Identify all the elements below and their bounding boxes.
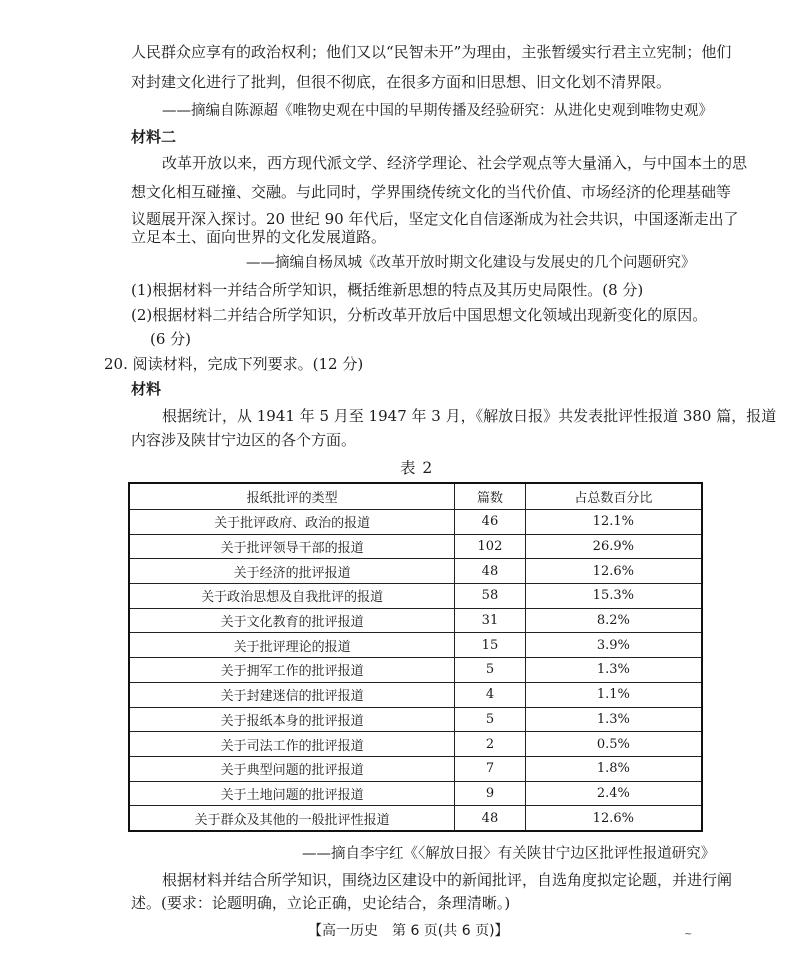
row-count: 7	[455, 756, 525, 781]
table-row	[129, 682, 702, 707]
row-count: 5	[455, 707, 525, 732]
table-row	[129, 806, 702, 831]
row-type: 关于拥军工作的批评报道	[129, 658, 455, 683]
question-20-task-line2: 述。(要求：论题明确，立论正确，史论结合，条理清晰。)	[131, 894, 511, 912]
row-type: 关于土地问题的批评报道	[129, 781, 455, 806]
row-count: 9	[455, 781, 525, 806]
row-percent: 2.4%	[525, 781, 702, 806]
question-20-material-heading: 材料	[131, 380, 162, 398]
table-row	[129, 534, 702, 559]
table-row	[129, 584, 702, 609]
row-type: 关于批评政府、政治的报道	[129, 510, 455, 535]
row-percent: 12.6%	[525, 559, 702, 584]
row-percent: 1.1%	[525, 682, 702, 707]
page-footer: 【高一历史 第 6 页(共 6 页)】	[308, 923, 509, 939]
row-percent: 3.9%	[525, 633, 702, 658]
material1-line1: 人民群众应享有的政治权利；他们又以“民智未开”为理由，主张暂缓实行君主立宪制；他们	[131, 43, 732, 61]
row-count: 31	[455, 608, 525, 633]
table-header-count: 篇数	[455, 483, 525, 510]
table-row	[129, 510, 702, 535]
table-citation: ——摘自李宇红《〈解放日报〉有关陕甘宁边区批评性报道研究》	[302, 846, 716, 862]
material2-line4: 立足本土、面向世界的文化发展道路。	[131, 228, 387, 246]
row-count: 2	[455, 732, 525, 757]
row-percent: 12.1%	[525, 510, 702, 535]
row-type: 关于封建迷信的批评报道	[129, 682, 455, 707]
row-percent: 26.9%	[525, 534, 702, 559]
table-row	[129, 633, 702, 658]
row-type: 关于典型问题的批评报道	[129, 756, 455, 781]
table-caption: 表 2	[400, 459, 434, 477]
row-count: 15	[455, 633, 525, 658]
row-count: 5	[455, 658, 525, 683]
row-count: 48	[455, 806, 525, 831]
table-row	[129, 608, 702, 633]
material1-citation: ——摘编自陈源超《唯物史观在中国的早期传播及经验研究：从进化史观到唯物史观》	[162, 103, 713, 119]
row-count: 58	[455, 584, 525, 609]
row-percent: 8.2%	[525, 608, 702, 633]
row-percent: 0.5%	[525, 732, 702, 757]
row-type: 关于群众及其他的一般批评性报道	[129, 806, 455, 831]
row-count: 4	[455, 682, 525, 707]
question-19-part2: (2)根据材料二并结合所学知识，分析改革开放后中国思想文化领域出现新变化的原因。	[131, 306, 708, 324]
table-row	[129, 707, 702, 732]
row-count: 48	[455, 559, 525, 584]
material1-line2: 对封建文化进行了批判，但很不彻底，在很多方面和旧思想、旧文化划不清界限。	[131, 73, 672, 91]
corner-mark: ~	[684, 929, 693, 940]
row-type: 关于报纸本身的批评报道	[129, 707, 455, 732]
material2-line2: 想文化相互碰撞、交融。与此同时，学界围绕传统文化的当代价值、市场经济的伦理基础等	[131, 183, 732, 201]
row-count: 102	[455, 534, 525, 559]
question-20-task-line1: 根据材料并结合所学知识，围绕边区建设中的新闻批评，自选角度拟定论题，并进行阐	[162, 871, 733, 889]
row-percent: 1.3%	[525, 658, 702, 683]
row-type: 关于批评理论的报道	[129, 633, 455, 658]
table-header-row	[129, 483, 702, 510]
question-19-part1: (1)根据材料一并结合所学知识，概括维新思想的特点及其历史局限性。(8 分)	[131, 281, 644, 299]
question-20-prompt: 20. 阅读材料，完成下列要求。(12 分)	[104, 355, 364, 373]
question-19-part2-score: (6 分)	[150, 330, 192, 348]
row-type: 关于司法工作的批评报道	[129, 732, 455, 757]
table-header-type: 报纸批评的类型	[129, 483, 455, 510]
table-row	[129, 559, 702, 584]
row-type: 关于批评领导干部的报道	[129, 534, 455, 559]
question-20-line1: 根据统计，从 1941 年 5 月至 1947 年 3 月，《解放日报》共发表批评性报道 380 篇，报道	[162, 407, 777, 425]
material2-line1: 改革开放以来，西方现代派文学、经济学理论、社会学观点等大量涌入，与中国本土的思	[162, 154, 748, 172]
row-percent: 12.6%	[525, 806, 702, 831]
table-header-percent: 占总数百分比	[525, 483, 702, 510]
row-percent: 15.3%	[525, 584, 702, 609]
row-type: 关于政治思想及自我批评的报道	[129, 584, 455, 609]
row-count: 46	[455, 510, 525, 535]
table-row	[129, 756, 702, 781]
table-row	[129, 658, 702, 683]
row-percent: 1.3%	[525, 707, 702, 732]
row-type: 关于文化教育的批评报道	[129, 608, 455, 633]
table-row	[129, 781, 702, 806]
criticism-report-table	[128, 482, 703, 832]
row-type: 关于经济的批评报道	[129, 559, 455, 584]
material2-citation: ——摘编自杨凤城《改革开放时期文化建设与发展史的几个问题研究》	[246, 255, 696, 271]
material2-line3: 议题展开深入探讨。20 世纪 90 年代后，坚定文化自信逐渐成为社会共识，中国逐渐走出了	[131, 210, 739, 228]
row-percent: 1.8%	[525, 756, 702, 781]
table-row	[129, 732, 702, 757]
material2-heading: 材料二	[131, 128, 177, 146]
question-20-line2: 内容涉及陕甘宁边区的各个方面。	[131, 431, 357, 449]
